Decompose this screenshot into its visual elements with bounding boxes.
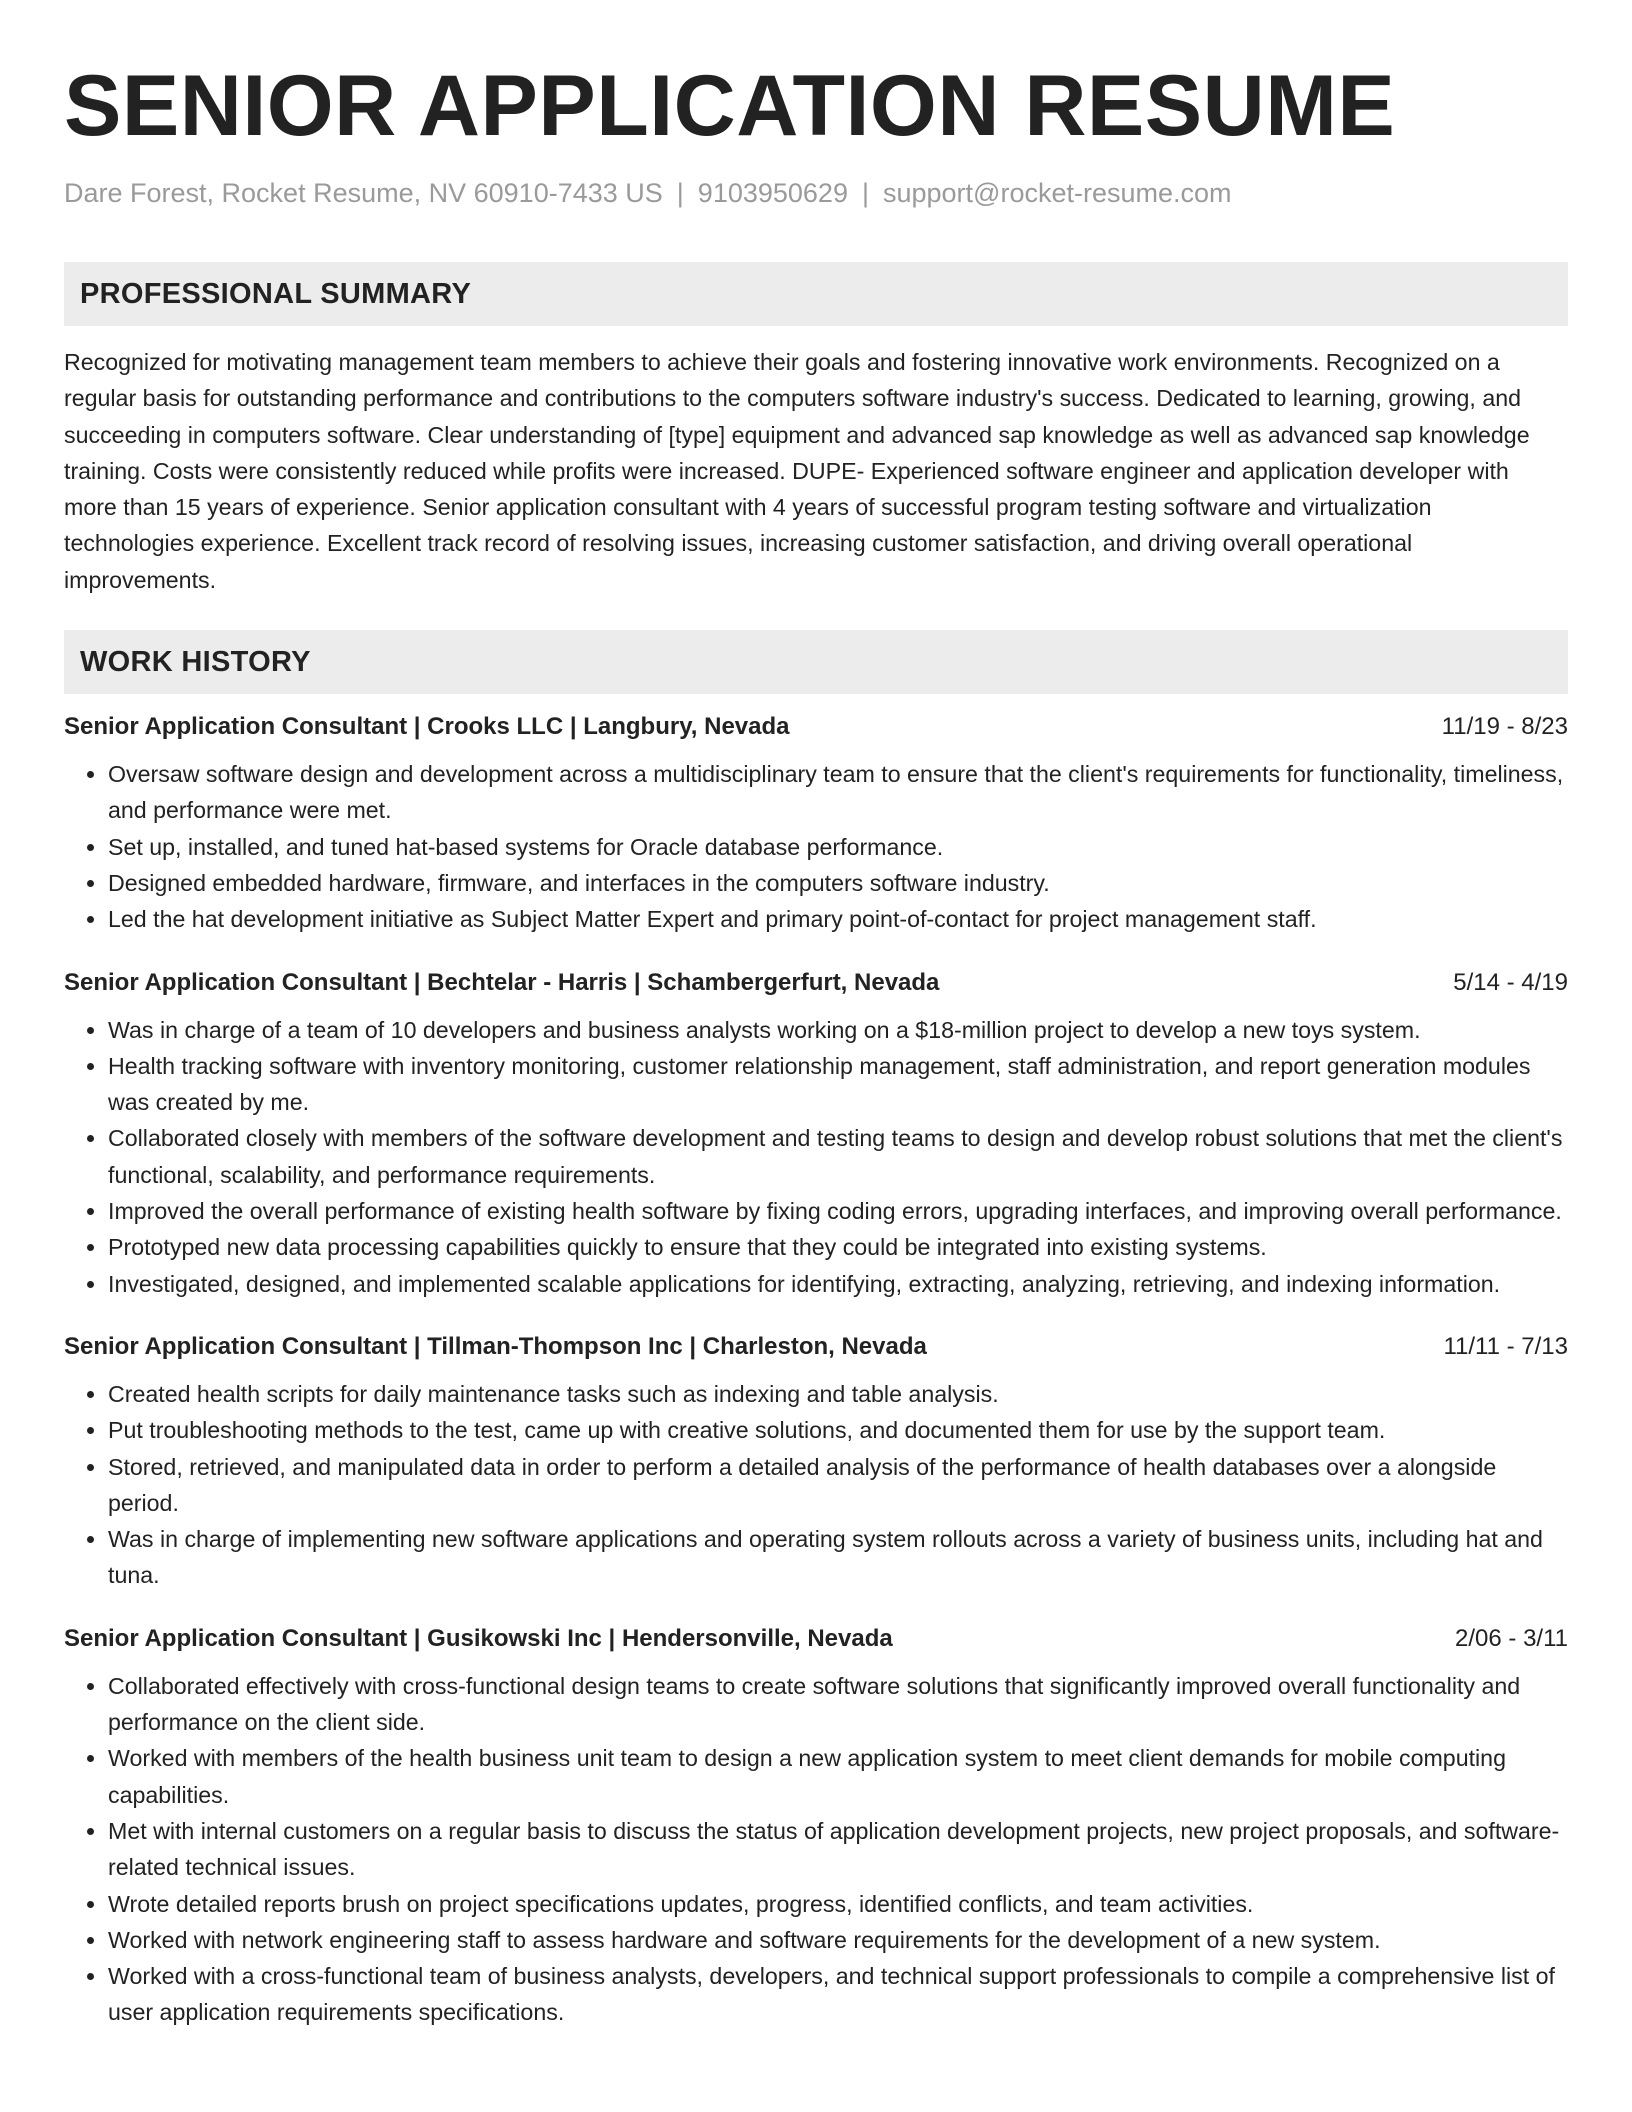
summary-text: Recognized for motivating management team members to achieve their goals and fostering innovative work environments. Recognized on a regular basis for outstanding performance and contributions to the computers software industry's success. Dedicated to learning, growing, and succeeding in computers software. Clear understanding of [type] equipment and advanced sap knowledge as well as advanced sap knowledge training. Costs were consistently reduced while profits were increased. DUPE- Experienced software engineer and application developer with more than 15 years of experience. Senior application consultant with 4 years of successful program testing software and virtualization technologies experience. Excellent track record of resolving issues, increasing customer satisfaction, and driving overall operational improvements. [64,349,1530,593]
contact-separator: | [861,178,869,208]
job-entry [64,968,1568,1302]
job-bullet: • Collaborated closely with members of the software development and testing teams to design and develop robust solutions that met the client's functional, scalability, and performance requirements. [108,1120,1568,1193]
job-header [64,1332,1568,1362]
work-history-section-header [64,630,1568,694]
job-bullets [64,756,1568,937]
job-bullets [64,1668,1568,2031]
job-entry [64,1332,1568,1594]
contact-line [64,176,1568,210]
contact-email: support@rocket-resume.com [882,178,1232,208]
work-history-heading: WORK HISTORY [80,645,311,678]
job-bullet: • Worked with members of the health business unit team to design a new application system to meet client demands for mobile computing capabilities. [108,1740,1568,1813]
resume-title: SENIOR APPLICATION RESUME [64,58,1396,154]
contact-address: Dare Forest, Rocket Resume, NV 60910-7433 US [64,178,663,208]
job-bullet: • Was in charge of a team of 10 developers and business analysts working on a $18-million project to develop a new toys system. [108,1012,1568,1048]
job-bullets [64,1376,1568,1594]
job-bullet: • Oversaw software design and development across a multidisciplinary team to ensure that the client's requirements for functionality, timeliness, and performance were met. [108,756,1568,829]
job-bullet: • Health tracking software with inventory monitoring, customer relationship management, staff administration, and report generation modules was created by me. [108,1048,1568,1121]
job-bullet: • Improved the overall performance of existing health software by fixing coding errors, upgrading interfaces, and improving overall performance. [108,1193,1568,1229]
job-dates: 5/14 - 4/19 [1453,968,1568,996]
job-bullet: • Collaborated effectively with cross-functional design teams to create software solutions that significantly improved overall functionality and performance on the client side. [108,1668,1568,1741]
job-bullet: • Wrote detailed reports brush on project specifications updates, progress, identified conflicts, and team activities. [108,1886,1568,1922]
job-bullet: • Prototyped new data processing capabilities quickly to ensure that they could be integrated into existing systems. [108,1229,1568,1265]
job-dates: 2/06 - 3/11 [1455,1624,1568,1652]
job-title: Senior Application Consultant | Bechtelar - Harris | Schambergerfurt, Nevada [64,968,940,996]
job-dates: 11/19 - 8/23 [1441,713,1568,741]
job-title: Senior Application Consultant | Tillman-Thompson Inc | Charleston, Nevada [64,1332,927,1360]
job-header [64,712,1568,742]
job-title: Senior Application Consultant | Gusikowski Inc | Hendersonville, Nevada [64,1624,893,1652]
job-title: Senior Application Consultant | Crooks LLC | Langbury, Nevada [64,713,790,741]
job-list [64,712,1568,2031]
job-bullet: • Created health scripts for daily maintenance tasks such as indexing and table analysis. [108,1376,1568,1412]
job-bullet: • Worked with network engineering staff to assess hardware and software requirements for the development of a new system. [108,1922,1568,1958]
job-entry [64,1624,1568,2031]
job-header [64,1624,1568,1654]
job-bullet: • Stored, retrieved, and manipulated data in order to perform a detailed analysis of the performance of health databases over a alongside period. [108,1449,1568,1522]
job-bullets [64,1012,1568,1302]
job-bullet: • Put troubleshooting methods to the test, came up with creative solutions, and documented them for use by the support team. [108,1412,1568,1448]
contact-separator: | [676,178,684,208]
contact-phone: 9103950629 [697,178,848,208]
summary-heading: PROFESSIONAL SUMMARY [80,277,472,310]
job-bullet: • Met with internal customers on a regular basis to discuss the status of application development projects, new project proposals, and software-related technical issues. [108,1813,1568,1886]
job-header [64,968,1568,998]
summary-section-header [64,262,1568,326]
job-bullet: • Investigated, designed, and implemented scalable applications for identifying, extracting, analyzing, retrieving, and indexing information. [108,1266,1568,1302]
job-dates: 11/11 - 7/13 [1443,1332,1568,1360]
job-bullet: • Led the hat development initiative as Subject Matter Expert and primary point-of-contact for project management staff. [108,901,1568,937]
job-bullet: • Was in charge of implementing new software applications and operating system rollouts across a variety of business units, including hat and tuna. [108,1521,1568,1594]
job-bullet: • Worked with a cross-functional team of business analysts, developers, and technical support professionals to compile a comprehensive list of user application requirements specifications. [108,1958,1568,2031]
job-bullet: • Set up, installed, and tuned hat-based systems for Oracle database performance. [108,829,1568,865]
job-entry [64,712,1568,937]
job-bullet: • Designed embedded hardware, firmware, and interfaces in the computers software industry. [108,865,1568,901]
